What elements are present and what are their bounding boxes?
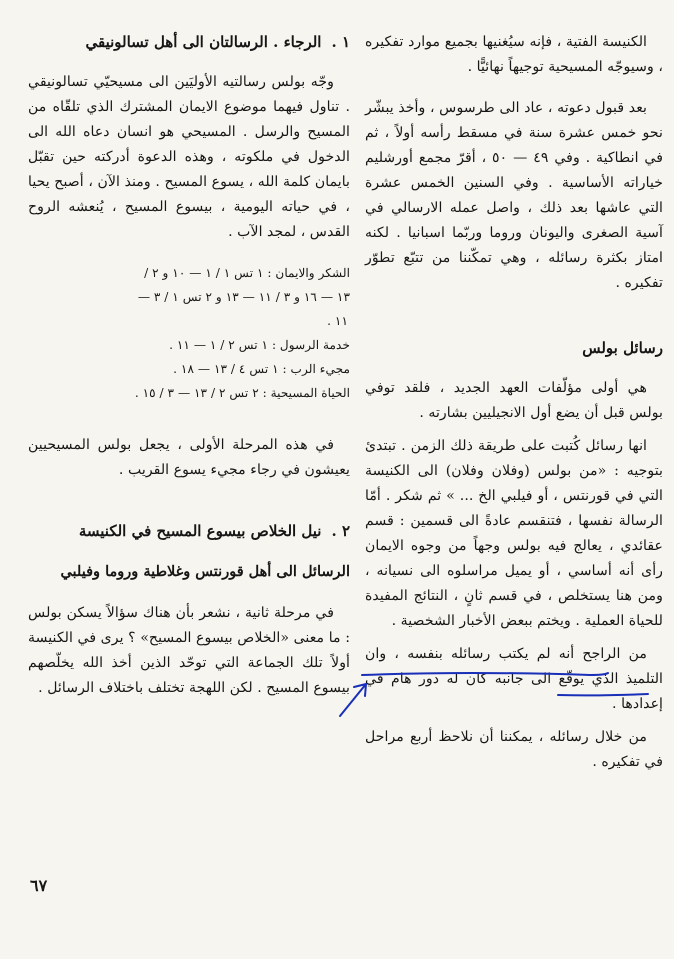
reference-line: الحياة المسيحية : ٢ تس ٢ / ١٣ — ٣ / ١٥ . — [134, 386, 350, 400]
section-title: الرجاء . الرسالتان الى أهل تسالونيقي — [85, 33, 322, 51]
paragraph: وجّه بولس رسالتيه الأوليَين الى مسيحيّي تسالونيقي . تناول فيهما موضوع الايمان المشترك الذي تلقّاه من المسيح والرسل . المسيحي هو انسان دعاه الله الى الدخول في ملكوته ، وهذه الدعوة أدركته حين تقبّل بايمان كلمة الله ، يسوع المسيح . ومنذ الآن ، أصبح يحيا ، في حياته اليومية ، بيسوع المسيح ، يُنعشه الروح القدس ، لمجد الآب . — [28, 74, 350, 240]
reference-line: الشكر والايمان : ١ تس ١ / ١ — ١٠ و ٢ / — [144, 266, 350, 280]
paragraph-text: انها رسائل كُتبت على طريقة ذلك الزمن . تبتدئ بتوجيه : «من بولس (وفلان وفلان) الى الكنيسة التي في قورنتس ، أو فيلبي الخ ... » ثم شكر . أمّا الرسالة نفسها ، فتنقسم عادةً الى قسمين : قسم عقائدي ، يعالج فيه بولس وجهاً من وجوه الايمان رأى أنه أساسي ، أو يميل مراسلوه الى نسيانه ، ومن هنا يستخلص ، في قسم ثانٍ ، النتائج المفيدة للحياة العملية . — [365, 438, 663, 629]
reference-line: ١١ . — [327, 314, 348, 328]
paragraph: هي أولى مؤلّفات العهد الجديد ، فلقد توفي بولس قبل أن يضع أول الانجيليين بشارته . — [365, 380, 663, 421]
paragraph — [365, 434, 663, 634]
section-heading — [28, 519, 350, 543]
reference-line: ١٣ — ١٦ و ٣ / ١١ — ١٣ و ٢ تس ١ / ٣ — — [137, 290, 350, 304]
section-number: ١ . — [331, 33, 350, 51]
reference-line: مجيء الرب : ١ تس ٤ / ١٣ — ١٨ . — [173, 362, 350, 376]
subsection-heading: الرسائل الى أهل قورنتس وغلاطية وروما وفيلبي — [60, 563, 350, 580]
reference-list — [28, 261, 350, 405]
paragraph: بعد قبول دعوته ، عاد الى طرسوس ، وأخذ يبشّر نحو خمس عشرة سنة في مسقط رأسه أولاً ، ثم في انطاكية . وفي ٤٩ — ٥٠ ، أقرّ مجمع أورشليم خياراته الأساسية . وفي السنين الخمس عشرة التي عاشها بعد ذلك ، واصل عمله الارسالي في آسية الصغرى واليونان وروما وربّما اسبانيا . لكنه امتاز بكثرة رسائله ، وهي تمكّننا من تتبّع تطوّر تفكيره . — [365, 100, 663, 291]
paragraph: الكنيسة الفتية ، فإنه سيُغنيها بجميع موارد تفكيره ، وسيوجّه المسيحية توجيهاً نهائيًّا . — [365, 34, 663, 75]
reference-line: خدمة الرسول : ١ تس ٢ / ١ — ١١ . — [169, 338, 350, 352]
right-column — [365, 30, 663, 775]
paragraph: في هذه المرحلة الأولى ، يجعل بولس المسيحيين يعيشون في رجاء مجيء يسوع القريب . — [28, 437, 350, 478]
left-column — [28, 30, 350, 701]
section-heading: رسائل بولس — [582, 339, 663, 357]
page-number: ٦٧ — [30, 876, 48, 895]
paragraph-text: . — [391, 613, 401, 629]
section-number: ٢ . — [331, 522, 350, 540]
paragraph: من الراجح أنه لم يكتب رسائله بنفسه ، وان التلميذ الذي يوقّع الى جانبه كان له دور هام في إعدادها . — [365, 646, 663, 712]
section-heading — [28, 30, 350, 54]
paragraph: من خلال رسائله ، يمكننا أن نلاحظ أربع مراحل في تفكيره . — [365, 729, 663, 770]
paragraph: في مرحلة ثانية ، نشعر بأن هناك سؤالاً يسكن بولس : ما معنى «الخلاص بيسوع المسيح» ؟ يرى في الكنيسة أولاً تلك الجماعة التي توحّد الذين أخذ الله يخلّصهم بيسوع المسيح . لكن اللهجة تختلف باختلاف الرسائل . — [28, 605, 350, 696]
underlined-phrase: ويختم ببعض الأخبار الشخصية — [400, 613, 571, 629]
section-title: نيل الخلاص بيسوع المسيح في الكنيسة — [78, 522, 322, 540]
